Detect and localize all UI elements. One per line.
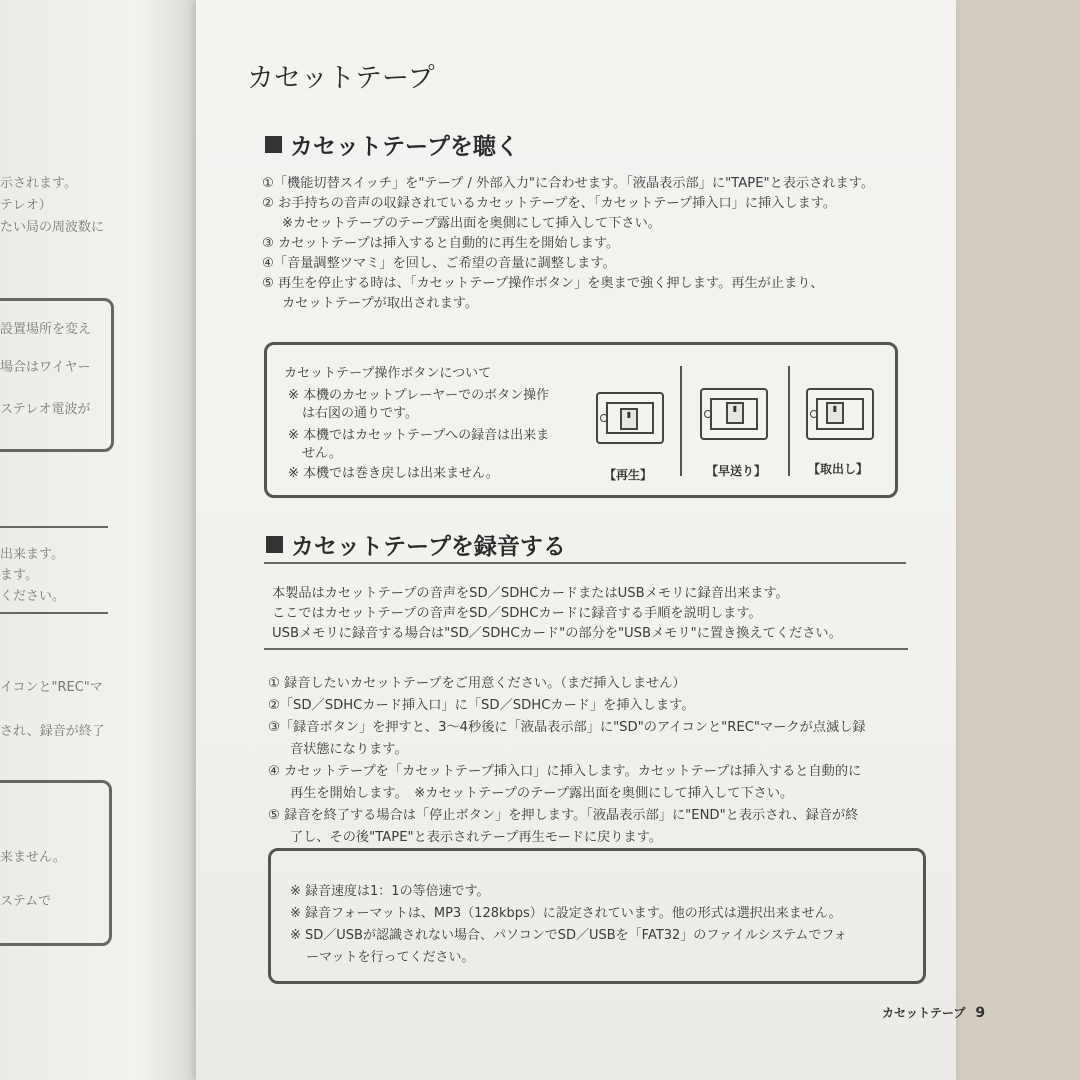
left-page-line: ください。 (0, 589, 66, 604)
cassette-eject-illustration: ▮ (806, 388, 874, 440)
page-number: 9 (975, 1005, 986, 1021)
left-page-line: ステレオ電波が (0, 402, 91, 417)
record-step-line: ① 録音したいカセットテープをご用意ください。（まだ挿入しません） (268, 676, 686, 691)
label-fastforward: 【早送り】 (706, 464, 767, 478)
recording-note: ※ 録音速度は1：1の等倍速です。 (290, 884, 490, 899)
label-eject: 【取出し】 (808, 462, 869, 476)
left-page-line: 設置場所を変え (0, 322, 92, 337)
info-note: せん。 (302, 446, 342, 461)
section-rule-top (264, 562, 906, 564)
info-note: ※ 本機ではカセットテープへの録音は出来ま (288, 428, 550, 443)
left-page-line: 示されます。 (0, 176, 77, 191)
record-step-continued: 音状態になります。 (290, 742, 408, 757)
left-page-line: テレオ） (0, 198, 52, 213)
section-heading-record (266, 528, 566, 561)
section-rule-bottom (264, 648, 908, 650)
section-heading-listen (265, 128, 519, 161)
recording-note: ※ 録音フォーマットは、MP3（128kbps）に設定されています。他の形式は選択出来ません。 (290, 906, 842, 921)
step-line: ⑤ 再生を停止する時は、「カセットテープ操作ボタン」を奥まで強く押します。再生が止まり、 (262, 276, 824, 291)
left-page-line: 来ません。 (0, 850, 66, 865)
left-page-line: イコンと"REC"マ (0, 680, 103, 695)
info-note: ※ 本機では巻き戻しは出来ません。 (288, 466, 499, 481)
record-step-line: ②「SD／SDHCカード挿入口」に「SD／SDHCカード」を挿入します。 (268, 698, 695, 713)
intro-line: 本製品はカセットテープの音声をSD／SDHCカードまたはUSBメモリに録音出来ます。 (272, 586, 789, 601)
section-heading-text: カセットテープを聴く (290, 134, 519, 160)
step-line: ③ カセットテープは挿入すると自動的に再生を開始します。 (262, 236, 620, 251)
step-line: ④「音量調整ツマミ」を回し、ご希望の音量に調整します。 (262, 256, 616, 271)
record-step-line: ⑤ 録音を終了する場合は「停止ボタン」を押します。「液晶表示部」に"END"と表示され、録音が終 (268, 808, 859, 823)
cassette-fastforward-illustration: ▮ (700, 388, 768, 440)
left-page-line: 出来ます。 (0, 547, 64, 562)
square-bullet-icon (265, 136, 282, 153)
left-page-line: たい局の周波数に (0, 220, 105, 235)
section-heading-text: カセットテープを録音する (291, 534, 566, 560)
info-note: は右図の通りです。 (302, 406, 418, 421)
chapter-title: カセットテープ (247, 63, 435, 94)
info-note: ※ 本機のカセットプレーヤーでのボタン操作 (288, 388, 550, 403)
label-play: 【再生】 (604, 468, 653, 482)
step-line-continued: カセットテープが取出されます。 (282, 296, 479, 311)
left-page-line: され、録音が終了 (0, 724, 105, 739)
recording-note: ーマットを行ってください。 (306, 950, 475, 965)
record-step-line: ③「録音ボタン」を押すと、3〜4秒後に「液晶表示部」に"SD"のアイコンと"REC"マークが点滅し録 (268, 720, 866, 735)
divider (680, 366, 682, 476)
recording-note: ※ SD／USBが認識されない場合、パソコンでSD／USBを「FAT32」のファイルシステムでフォ (290, 928, 847, 943)
footer-label: カセットテープ (882, 1006, 966, 1020)
left-page-line: 場合はワイヤー (0, 360, 91, 375)
record-step-line: ④ カセットテープを「カセットテープ挿入口」に挿入します。カセットテープは挿入すると自動的に (268, 764, 862, 779)
left-page-rule (0, 612, 108, 614)
info-box-title: カセットテープ操作ボタンについて (284, 366, 492, 381)
step-line: ①「機能切替スイッチ」を"テープ / 外部入力"に合わせます。「液晶表示部」に"TAPE"と表示されます。 (262, 176, 875, 191)
step-note: ※カセットテープのテープ露出面を奥側にして挿入して下さい。 (282, 216, 661, 231)
record-step-continued: 了し、その後"TAPE"と表示されテープ再生モードに戻ります。 (290, 830, 662, 845)
left-page-rule (0, 526, 108, 528)
left-page-line: ステムで (0, 894, 52, 909)
divider (788, 366, 790, 476)
intro-line: USBメモリに録音する場合は"SD／SDHCカード"の部分を"USBメモリ"に置き換えてください。 (272, 626, 842, 641)
left-page-line: ます。 (0, 568, 38, 583)
table-background (940, 0, 1080, 1080)
cassette-play-illustration: ▮ (596, 392, 664, 444)
page-footer (882, 1004, 985, 1021)
record-step-continued: 再生を開始します。 ※カセットテープのテープ露出面を奥側にして挿入して下さい。 (290, 786, 794, 801)
intro-line: ここではカセットテープの音声をSD／SDHCカードに録音する手順を説明します。 (272, 606, 762, 621)
step-line: ② お手持ちの音声の収録されているカセットテープを、「カセットテープ挿入口」に挿入します。 (262, 196, 837, 211)
square-bullet-icon (266, 536, 283, 553)
